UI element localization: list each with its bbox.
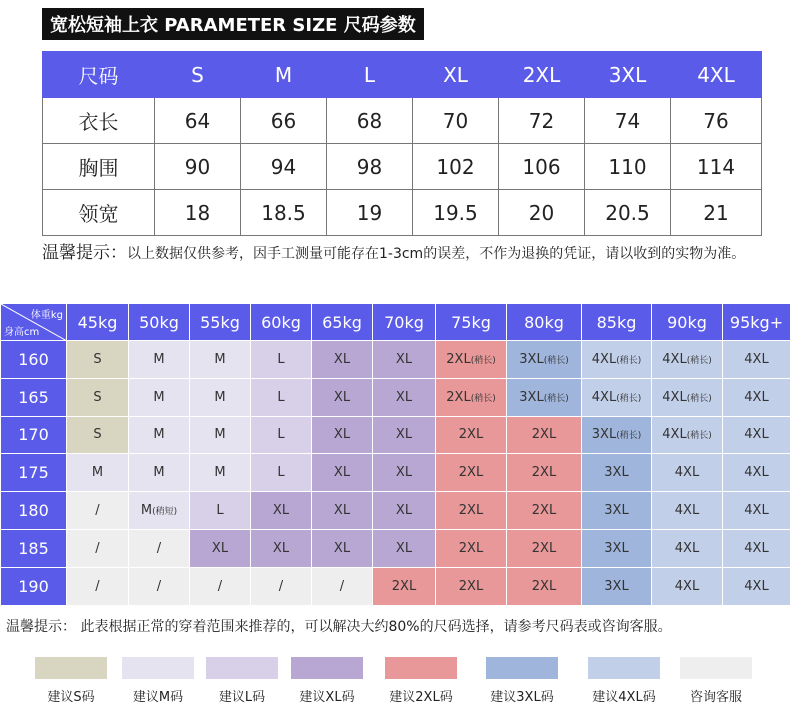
size-cell (582, 378, 652, 416)
parameter-value: 76 (671, 98, 762, 144)
size-cell (67, 529, 129, 567)
recommendation-tip: 温馨提示： 此表根据正常的穿着范围来推荐的，可以解决大约80%的尺码选择，请参考尺码表或咨询客服。 (6, 619, 672, 635)
size-cell (652, 492, 723, 530)
size-value: 2XL (458, 427, 484, 443)
size-cell (723, 492, 790, 530)
parameter-value: 98 (327, 144, 413, 190)
height-label: 175 (1, 454, 67, 492)
weight-header-row (1, 304, 790, 341)
size-note: (稍长) (616, 393, 642, 404)
size-cell (373, 529, 436, 567)
size-value: 3XL (604, 503, 629, 519)
weight-header-cell: 65kg (312, 304, 373, 341)
size-value: 4XL (591, 389, 617, 405)
legend-item (376, 657, 466, 705)
weight-header-cell: 55kg (190, 304, 251, 341)
size-cell (190, 341, 251, 379)
parameter-value: 114 (671, 144, 762, 190)
size-value: 2XL (458, 465, 484, 481)
size-value: 2XL (531, 578, 557, 594)
size-cell (507, 341, 582, 379)
size-cell (312, 567, 373, 605)
height-row (1, 454, 790, 492)
legend-label: 建议4XL码 (592, 690, 656, 705)
size-value: M (153, 389, 165, 405)
parameter-table (42, 51, 762, 236)
parameter-value: 106 (499, 144, 585, 190)
size-note: (稍长) (470, 393, 496, 404)
size-cell (129, 492, 190, 530)
size-value: 4XL (662, 351, 687, 367)
size-cell (436, 378, 507, 416)
legend-item (477, 657, 567, 705)
size-value: XL (211, 540, 229, 556)
parameter-value: 102 (413, 144, 499, 190)
size-cell (251, 529, 312, 567)
legend-label: 建议2XL码 (389, 690, 453, 705)
weight-header-cell: 75kg (436, 304, 507, 341)
parameter-value: 20 (499, 190, 585, 236)
size-cell (723, 567, 790, 605)
size-note: (稍长) (543, 355, 569, 366)
size-cell (582, 341, 652, 379)
parameter-value: 19 (327, 190, 413, 236)
parameter-value: 74 (585, 98, 671, 144)
legend-label: 建议3XL码 (490, 690, 554, 705)
parameter-value: 64 (155, 98, 241, 144)
size-value: 4XL (591, 351, 617, 367)
size-value: L (277, 389, 285, 405)
legend-swatch (486, 657, 558, 679)
size-cell (129, 378, 190, 416)
size-value: M (140, 503, 153, 519)
size-cell (67, 492, 129, 530)
tip-label: 温馨提示： (42, 243, 127, 263)
size-value: M (214, 427, 226, 443)
height-row (1, 416, 790, 454)
size-value: XL (333, 351, 351, 367)
size-value: 2XL (531, 427, 557, 443)
legend-label: 建议L码 (218, 690, 266, 705)
size-cell (312, 341, 373, 379)
size-cell (723, 454, 790, 492)
size-note: (稍长) (616, 355, 642, 366)
size-cell (190, 378, 251, 416)
parameter-header-cell: 尺码 (43, 52, 155, 98)
height-row (1, 567, 790, 605)
legend-item (579, 657, 669, 705)
size-cell (436, 341, 507, 379)
parameter-header-cell: XL (413, 52, 499, 98)
legend-item (671, 657, 761, 705)
size-cell (507, 416, 582, 454)
size-cell (251, 378, 312, 416)
legend-swatch (588, 657, 660, 679)
parameter-row (43, 98, 762, 144)
size-cell (312, 416, 373, 454)
parameter-value: 19.5 (413, 190, 499, 236)
parameter-value: 18 (155, 190, 241, 236)
size-value: 4XL (744, 540, 769, 556)
size-value: XL (395, 389, 413, 405)
size-cell (652, 341, 723, 379)
size-value: S (93, 427, 102, 443)
size-note: (稍长) (543, 393, 569, 404)
size-value: XL (333, 389, 351, 405)
size-note: (稍长) (686, 393, 712, 404)
size-value: 4XL (674, 578, 700, 594)
size-cell (190, 529, 251, 567)
height-label: 170 (1, 416, 67, 454)
size-value: / (339, 578, 345, 594)
height-label: 180 (1, 492, 67, 530)
legend-swatch (35, 657, 107, 679)
size-cell (507, 378, 582, 416)
size-value: XL (395, 351, 413, 367)
parameter-row-label: 领宽 (43, 190, 155, 236)
size-value: / (217, 578, 223, 594)
parameter-row-label: 胸围 (43, 144, 155, 190)
legend-swatch (206, 657, 278, 679)
legend-label: 建议M码 (132, 690, 184, 705)
size-cell (312, 529, 373, 567)
size-cell (373, 492, 436, 530)
weight-header-cell: 70kg (373, 304, 436, 341)
size-cell (190, 567, 251, 605)
size-cell (67, 416, 129, 454)
size-value: 2XL (446, 389, 471, 405)
parameter-value: 18.5 (241, 190, 327, 236)
size-cell (129, 416, 190, 454)
size-cell (251, 567, 312, 605)
size-cell (190, 416, 251, 454)
size-value: XL (395, 427, 413, 443)
size-value: / (95, 578, 100, 594)
size-value: 4XL (744, 503, 769, 519)
height-label: 190 (1, 567, 67, 605)
size-value: M (91, 465, 104, 481)
size-cell (373, 454, 436, 492)
size-cell (312, 378, 373, 416)
size-value: / (278, 578, 284, 594)
size-cell (67, 378, 129, 416)
size-value: L (216, 503, 224, 519)
height-label: 185 (1, 529, 67, 567)
parameter-header-cell: S (155, 52, 241, 98)
legend-swatch (385, 657, 457, 679)
size-value: XL (395, 465, 413, 481)
size-value: 2XL (458, 578, 484, 594)
weight-header-cell: 60kg (251, 304, 312, 341)
size-value: S (93, 351, 102, 367)
parameter-value: 110 (585, 144, 671, 190)
size-value: XL (395, 503, 413, 519)
size-cell (652, 378, 723, 416)
size-value: L (277, 427, 285, 443)
size-value: 3XL (519, 351, 544, 367)
size-value: 3XL (519, 389, 544, 405)
parameter-header-cell: 3XL (585, 52, 671, 98)
size-note: (稍长) (686, 431, 712, 442)
weight-axis-label: 体重kg (30, 310, 63, 321)
legend-item (197, 657, 287, 705)
size-cell (436, 492, 507, 530)
size-cell (251, 492, 312, 530)
size-note: (稍长) (686, 355, 712, 366)
height-row (1, 378, 790, 416)
legend-swatch (291, 657, 363, 679)
size-cell (373, 378, 436, 416)
size-value: M (214, 465, 226, 481)
size-value: XL (333, 540, 351, 556)
size-cell (67, 341, 129, 379)
height-row (1, 341, 790, 379)
size-cell (652, 529, 723, 567)
size-cell (190, 492, 251, 530)
weight-header-cell: 95kg+ (723, 304, 790, 341)
size-cell (129, 341, 190, 379)
size-value: XL (272, 503, 290, 519)
size-value: 2XL (446, 351, 471, 367)
tip-text: 以上数据仅供参考，因手工测量可能存在1-3cm的误差，不作为退换的凭证，请以收到的实物为准。 (127, 246, 746, 262)
size-value: 2XL (531, 503, 557, 519)
size-value: 2XL (531, 540, 557, 556)
size-value: / (95, 503, 100, 519)
size-value: 4XL (662, 389, 687, 405)
size-cell (723, 378, 790, 416)
size-value: S (93, 389, 102, 405)
legend-label: 建议S码 (47, 690, 95, 705)
size-cell (129, 454, 190, 492)
size-cell (251, 416, 312, 454)
size-cell (436, 416, 507, 454)
size-value: M (153, 351, 165, 367)
height-row (1, 529, 790, 567)
size-value: 2XL (458, 503, 484, 519)
size-value: 3XL (604, 578, 629, 594)
size-value: 4XL (744, 351, 769, 367)
size-cell (723, 341, 790, 379)
parameter-header-cell: 2XL (499, 52, 585, 98)
size-value: 4XL (744, 578, 769, 594)
page-title: 宽松短袖上衣 PARAMETER SIZE 尺码参数 (42, 8, 424, 40)
size-cell (312, 454, 373, 492)
size-value: 4XL (674, 503, 700, 519)
size-value: M (214, 389, 226, 405)
size-recommendation-table (0, 303, 790, 606)
parameter-header-cell: 4XL (671, 52, 762, 98)
weight-header-cell: 85kg (582, 304, 652, 341)
legend-swatch (680, 657, 752, 679)
size-value: 3XL (591, 427, 617, 443)
parameter-header-cell: M (241, 52, 327, 98)
weight-header-cell: 50kg (129, 304, 190, 341)
parameter-value: 72 (499, 98, 585, 144)
parameter-value: 68 (327, 98, 413, 144)
size-value: 3XL (604, 465, 629, 481)
size-cell (436, 567, 507, 605)
size-cell (373, 341, 436, 379)
size-value: 2XL (531, 465, 557, 481)
size-cell (129, 567, 190, 605)
table-corner (1, 304, 67, 341)
height-label: 165 (1, 378, 67, 416)
size-value: XL (333, 427, 351, 443)
size-value: XL (333, 465, 351, 481)
size-cell (582, 529, 652, 567)
size-value: M (153, 465, 165, 481)
weight-header-cell: 90kg (652, 304, 723, 341)
size-value: 4XL (674, 540, 700, 556)
weight-header-cell: 45kg (67, 304, 129, 341)
size-cell (190, 454, 251, 492)
size-note: (稍长) (616, 431, 642, 442)
size-cell (67, 454, 129, 492)
height-label: 160 (1, 341, 67, 379)
size-value: 4XL (744, 465, 769, 481)
size-value: 2XL (458, 540, 484, 556)
size-value: 2XL (391, 578, 417, 594)
size-cell (373, 567, 436, 605)
legend-label: 咨询客服 (689, 690, 742, 705)
size-cell (436, 529, 507, 567)
size-cell (507, 454, 582, 492)
size-value: 4XL (662, 427, 687, 443)
parameter-value: 94 (241, 144, 327, 190)
size-cell (582, 567, 652, 605)
size-value: XL (272, 540, 290, 556)
size-note: (稍长) (470, 355, 496, 366)
size-cell (436, 454, 507, 492)
parameter-value: 90 (155, 144, 241, 190)
height-row (1, 492, 790, 530)
size-value: L (277, 465, 285, 481)
parameter-header-row (43, 52, 762, 98)
size-value: / (95, 540, 100, 556)
size-cell (582, 416, 652, 454)
size-value: / (156, 540, 162, 556)
size-value: 4XL (674, 465, 700, 481)
legend-item (26, 657, 116, 705)
parameter-value: 21 (671, 190, 762, 236)
weight-header-cell: 80kg (507, 304, 582, 341)
size-cell (251, 341, 312, 379)
legend-item (282, 657, 372, 705)
parameter-value: 66 (241, 98, 327, 144)
size-cell (723, 529, 790, 567)
legend-swatch (122, 657, 194, 679)
height-axis-label: 身高cm (4, 327, 40, 338)
parameter-value: 20.5 (585, 190, 671, 236)
size-cell (652, 416, 723, 454)
size-cell (507, 567, 582, 605)
size-legend (0, 657, 790, 717)
size-value: 4XL (744, 389, 769, 405)
size-cell (507, 492, 582, 530)
size-value: XL (395, 540, 413, 556)
parameter-header-cell: L (327, 52, 413, 98)
size-value: M (153, 427, 165, 443)
size-cell (723, 416, 790, 454)
size-cell (652, 454, 723, 492)
size-cell (507, 529, 582, 567)
size-cell (652, 567, 723, 605)
parameter-row-label: 衣长 (43, 98, 155, 144)
size-value: 4XL (744, 427, 769, 443)
size-value: / (156, 578, 162, 594)
size-cell (373, 416, 436, 454)
parameter-value: 70 (413, 98, 499, 144)
size-note: (稍短) (152, 507, 178, 518)
size-value: XL (333, 503, 351, 519)
size-cell (67, 567, 129, 605)
size-cell (582, 454, 652, 492)
size-value: L (277, 351, 285, 367)
parameter-row (43, 144, 762, 190)
legend-item (113, 657, 203, 705)
parameter-row (43, 190, 762, 236)
size-cell (129, 529, 190, 567)
measurement-tip (42, 242, 762, 265)
size-cell (312, 492, 373, 530)
size-cell (251, 454, 312, 492)
size-value: M (214, 351, 226, 367)
legend-label: 建议XL码 (299, 690, 355, 705)
size-value: 3XL (604, 540, 629, 556)
size-cell (582, 492, 652, 530)
